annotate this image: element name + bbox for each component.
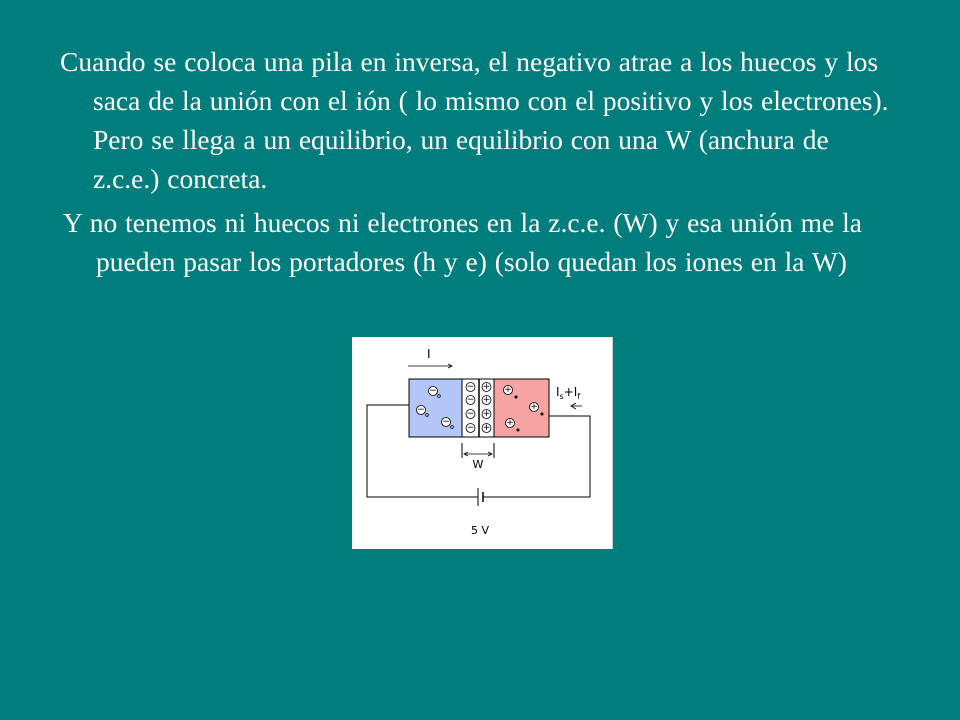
reverse-current-label: [556, 385, 580, 401]
hole-sign: +: [506, 418, 514, 428]
reverse-current-plus: +I: [563, 385, 578, 399]
current-arrow: [408, 364, 452, 368]
reverse-bias-diagram: [352, 337, 613, 549]
negative-ion-sign: −: [466, 382, 475, 392]
diagram-svg: [352, 337, 613, 549]
paragraph-reverse-bias: Cuando se coloca una pila en inversa, el negativo atrae a los huecos y los saca de la unión con el ión ( lo mismo con el positivo y los electrones). Pero se llega a un equilibrio, un equilibrio con una W (anchura de z.c.e.) concreta.: [60, 46, 889, 194]
positive-ion: [482, 423, 491, 433]
negative-ion-sign: −: [466, 423, 475, 433]
negative-ion: [466, 395, 475, 405]
current-label: I: [427, 347, 431, 361]
negative-ion: [466, 382, 475, 392]
negative-ion-sign: −: [466, 409, 475, 419]
battery-symbol: [478, 488, 483, 506]
hole-sign: +: [504, 385, 512, 395]
electron-sign: −: [429, 386, 437, 396]
positive-ion-sign: +: [482, 409, 491, 419]
hole-sign: +: [530, 402, 538, 412]
positive-ion-sign: +: [482, 382, 491, 392]
negative-ion: [466, 409, 475, 419]
reverse-current-arrow-icon: [571, 403, 582, 409]
positive-ion-sign: +: [482, 423, 491, 433]
positive-ion: [482, 409, 491, 419]
paragraph-depletion-zone: Y no tenemos ni huecos ni electrones en la z.c.e. (W) y esa unión me la pueden pasar los portadores (h y e) (solo quedan los iones en la W): [63, 207, 862, 277]
reverse-current-sub-s: s: [559, 392, 564, 401]
positive-ion-sign: +: [482, 395, 491, 405]
reverse-current-sub-f: f: [577, 392, 581, 401]
negative-ion-sign: −: [466, 395, 475, 405]
positive-ion: [482, 382, 491, 392]
width-label: W: [472, 458, 484, 471]
width-indicator: [462, 443, 494, 458]
positive-ion: [482, 395, 491, 405]
reverse-current-main: I: [556, 385, 560, 399]
negative-ion: [466, 423, 475, 433]
electron-sign: −: [442, 417, 450, 427]
electron-sign: −: [417, 405, 425, 415]
battery-label: 5 V: [470, 524, 490, 537]
